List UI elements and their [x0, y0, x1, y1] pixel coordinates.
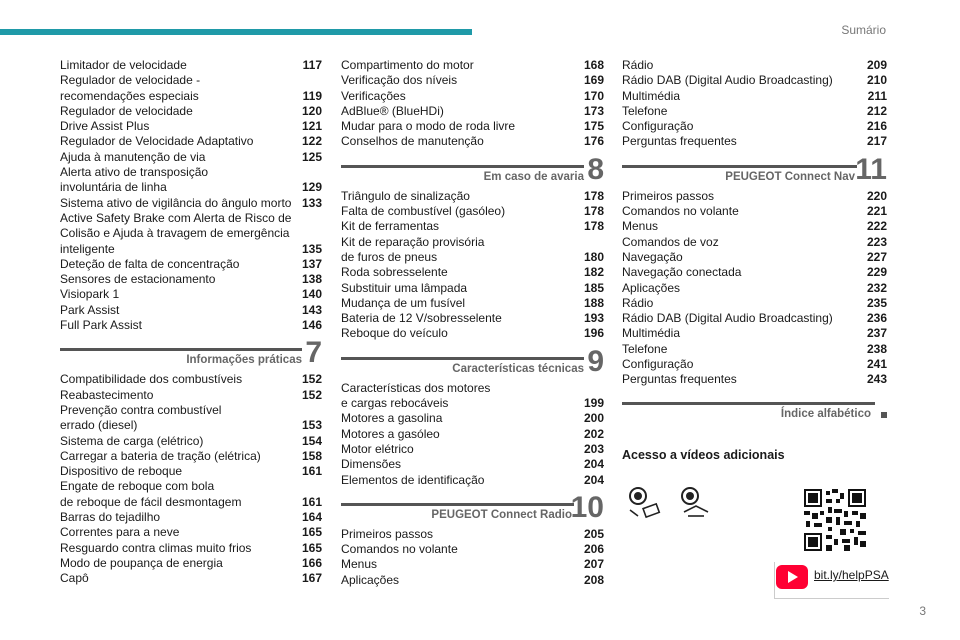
toc-entry-page: 182: [583, 265, 604, 280]
toc-list: [622, 189, 887, 388]
toc-entry[interactable]: [622, 326, 887, 341]
toc-entry[interactable]: [622, 296, 887, 311]
toc-column-2: [341, 58, 604, 588]
section-header-8: [341, 152, 604, 189]
toc-entry-page: 221: [866, 204, 887, 219]
page-number: 3: [919, 604, 926, 618]
toc-entry-page: 158: [301, 448, 322, 463]
section-title[interactable]: PEUGEOT Connect Nav: [725, 170, 855, 183]
toc-entry-title: Prevenção contra combustível: [60, 402, 222, 417]
toc-entry-title: Carregar a bateria de tração (elétrica): [60, 448, 261, 463]
section-header-9: [341, 344, 604, 381]
toc-entry[interactable]: [60, 434, 322, 449]
toc-entry[interactable]: [60, 418, 322, 433]
toc-entry-page: 204: [583, 472, 604, 487]
toc-entry-page: 209: [866, 58, 887, 72]
toc-entry[interactable]: [60, 119, 322, 134]
qr-code-icon[interactable]: [804, 489, 866, 551]
toc-entry[interactable]: [60, 464, 322, 479]
toc-entry-title: de furos de pneus: [341, 249, 438, 264]
toc-entry[interactable]: [60, 226, 322, 241]
toc-entry[interactable]: [622, 73, 887, 88]
toc-entry-page: 238: [866, 341, 887, 356]
toc-entry[interactable]: [341, 442, 604, 457]
toc-entry-title: Active Safety Brake com Alerta de Risco de: [60, 210, 292, 225]
toc-entry[interactable]: [341, 134, 604, 149]
toc-entry[interactable]: [341, 104, 604, 119]
toc-entry-title: Kit de ferramentas: [341, 219, 440, 234]
toc-entry-page: 152: [301, 372, 322, 387]
toc-entry[interactable]: [341, 557, 604, 572]
toc-entry-title: Mudança de um fusível: [341, 295, 466, 310]
toc-entry-page: 210: [866, 73, 887, 88]
toc-entry-title: AdBlue® (BlueHDi): [341, 103, 444, 118]
toc-entry[interactable]: [341, 265, 604, 280]
toc-entry-title: involuntária de linha: [60, 180, 167, 195]
toc-entry-title: Full Park Assist: [60, 318, 143, 333]
toc-entry-title: Multimédia: [622, 88, 681, 103]
section-rule: [341, 357, 584, 360]
toc-entry-page: 227: [866, 249, 887, 264]
toc-entry[interactable]: [60, 134, 322, 149]
toc-entry[interactable]: [341, 219, 604, 234]
toc-entry-title: Rádio: [622, 295, 654, 310]
toc-entry[interactable]: [60, 196, 322, 211]
section-title[interactable]: PEUGEOT Connect Radio: [431, 508, 572, 521]
toc-entry-page: 237: [866, 326, 887, 341]
toc-list: [60, 58, 322, 333]
toc-entry-title: Sistema de carga (elétrico): [60, 433, 204, 448]
toc-entry[interactable]: [341, 527, 604, 542]
toc-entry-page: 180: [583, 249, 604, 264]
toc-entry-page: 135: [301, 241, 322, 256]
toc-entry[interactable]: [60, 211, 322, 226]
toc-entry-page: 235: [866, 295, 887, 310]
toc-entry[interactable]: [622, 119, 887, 134]
toc-entry-title: Alerta ativo de transposição: [60, 165, 209, 180]
toc-entry-title: Dimensões: [341, 457, 402, 472]
toc-entry-title: Triângulo de sinalização: [341, 188, 470, 203]
toc-entry-page: 161: [301, 464, 322, 479]
toc-entry-page: 206: [583, 542, 604, 557]
toc-entry-title: Motores a gasóleo: [341, 426, 440, 441]
toc-entry-title: Navegação: [622, 249, 683, 264]
toc-entry[interactable]: [60, 510, 322, 525]
videos-heading: Acesso a vídeos adicionais: [622, 448, 785, 462]
toc-entry-page: 232: [866, 280, 887, 295]
toc-entry-page: 154: [301, 433, 322, 448]
section-header-11: [622, 152, 887, 189]
toc-entry-page: 178: [583, 188, 604, 203]
toc-entry-title: Regulador de velocidade -: [60, 73, 201, 88]
toc-entry[interactable]: [622, 372, 887, 387]
toc-entry-title: Verificações: [341, 88, 406, 103]
toc-entry[interactable]: [60, 242, 322, 257]
toc-entry[interactable]: [622, 265, 887, 280]
toc-entry-title: Limitador de velocidade: [60, 58, 187, 72]
toc-entry-title: Telefone: [622, 341, 668, 356]
toc-entry-title: Kit de reparação provisória: [341, 234, 485, 249]
toc-entry-title: recomendações especiais: [60, 88, 199, 103]
toc-entry-page: 166: [301, 555, 322, 570]
toc-entry[interactable]: [60, 525, 322, 540]
toc-entry[interactable]: [341, 296, 604, 311]
toc-entry-title: Multimédia: [622, 326, 681, 341]
header-accent-bar: [0, 29, 472, 35]
toc-entry-page: 125: [301, 149, 322, 164]
toc-entry[interactable]: [60, 73, 322, 88]
toc-entry-title: Sistema ativo de vigilância do ângulo morto: [60, 195, 292, 210]
toc-entry[interactable]: [60, 403, 322, 418]
section-title[interactable]: Em caso de avaria: [483, 170, 584, 183]
toc-entry-page: 120: [301, 103, 322, 118]
toc-entry-page: 223: [866, 234, 887, 249]
toc-entry[interactable]: [60, 388, 322, 403]
toc-entry-title: Reboque do veículo: [341, 326, 448, 341]
toc-entry-page: 178: [583, 219, 604, 234]
toc-entry-page: 212: [866, 103, 887, 118]
toc-entry-page: 122: [301, 134, 322, 149]
toc-entry-title: Resguardo contra climas muito frios: [60, 540, 252, 555]
toc-entry[interactable]: [60, 372, 322, 387]
section-number: 9: [587, 344, 604, 378]
toc-entry[interactable]: [341, 58, 604, 73]
toc-entry-page: 165: [301, 525, 322, 540]
tire-repair-video-icon[interactable]: [626, 486, 662, 520]
toc-entry-title: Regulador de velocidade: [60, 103, 193, 118]
toc-entry-title: Capô: [60, 571, 89, 586]
toc-entry-page: 117: [302, 58, 322, 72]
toc-entry-title: Comandos no volante: [622, 204, 739, 219]
toc-entry[interactable]: [341, 311, 604, 326]
toc-entry[interactable]: [341, 189, 604, 204]
toc-list: [341, 58, 604, 150]
toc-entry[interactable]: [341, 250, 604, 265]
toc-entry-title: Barras do tejadilho: [60, 510, 161, 525]
section-title[interactable]: Informações práticas: [186, 354, 302, 367]
toc-entry-title: Perguntas frequentes: [622, 372, 737, 387]
toc-entry[interactable]: [622, 250, 887, 265]
toc-entry[interactable]: [60, 479, 322, 494]
section-rule: [341, 165, 584, 168]
toc-entry-page: 133: [301, 195, 322, 210]
toc-entry-title: Configuração: [622, 119, 694, 134]
toc-entry-page: 146: [301, 318, 322, 333]
toc-entry-page: 196: [583, 326, 604, 341]
toc-entry[interactable]: [622, 58, 887, 73]
toc-entry[interactable]: [60, 303, 322, 318]
toc-entry-page: 243: [866, 372, 887, 387]
section-number: 7: [305, 336, 322, 370]
toc-entry-page: 138: [301, 272, 322, 287]
toc-entry-title: Perguntas frequentes: [622, 134, 737, 149]
toc-entry-title: Visiopark 1: [60, 287, 120, 302]
toc-entry-page: 119: [302, 88, 322, 103]
toc-entry-page: 161: [301, 494, 322, 509]
toc-entry[interactable]: [341, 542, 604, 557]
toc-entry-title: Menus: [341, 557, 378, 572]
toc-entry-title: de reboque de fácil desmontagem: [60, 494, 242, 509]
section-rule: [622, 165, 857, 168]
toc-entry-title: Modo de poupança de energia: [60, 555, 223, 570]
toc-entry-title: Substituir uma lâmpada: [341, 280, 468, 295]
toc-entry[interactable]: [341, 473, 604, 488]
toc-entry-page: 188: [583, 295, 604, 310]
toc-entry-title: Roda sobresselente: [341, 265, 448, 280]
toc-list: [341, 189, 604, 342]
toc-entry-title: Características dos motores: [341, 380, 491, 395]
toc-entry-title: Dispositivo de reboque: [60, 464, 183, 479]
toc-entry[interactable]: [622, 204, 887, 219]
toc-entry[interactable]: [60, 571, 322, 586]
toc-entry-page: 143: [301, 302, 322, 317]
toc-entry[interactable]: [341, 381, 604, 396]
toc-entry-title: inteligente: [60, 241, 115, 256]
toc-entry-title: Verificação dos níveis: [341, 73, 458, 88]
toc-entry-page: 153: [301, 418, 322, 433]
toc-entry[interactable]: [341, 119, 604, 134]
toc-entry-title: Colisão e Ajuda à travagem de emergência: [60, 226, 290, 241]
toc-entry-title: Engate de reboque com bola: [60, 479, 215, 494]
toc-entry-page: 207: [583, 557, 604, 572]
toc-list: [60, 372, 322, 586]
toc-entry-title: Reabastecimento: [60, 387, 154, 402]
toc-entry[interactable]: [341, 573, 604, 588]
toc-entry-page: 173: [583, 103, 604, 118]
section-header-7: [60, 336, 322, 372]
toc-entry[interactable]: [341, 326, 604, 341]
toc-entry-page: 165: [301, 540, 322, 555]
toc-entry-page: 129: [301, 180, 322, 195]
toc-entry-title: errado (diesel): [60, 418, 138, 433]
toc-entry-title: Deteção de falta de concentração: [60, 256, 240, 271]
toc-entry-title: Regulador de Velocidade Adaptativo: [60, 134, 254, 149]
page-title: Sumário: [841, 23, 886, 37]
toc-entry-title: Aplicações: [341, 572, 400, 587]
toc-entry-title: Rádio: [622, 58, 654, 72]
toc-entry[interactable]: [341, 73, 604, 88]
section-rule: [341, 503, 574, 506]
toc-entry-title: e cargas rebocáveis: [341, 396, 449, 411]
toc-entry-page: 236: [866, 311, 887, 326]
toc-entry-title: Telefone: [622, 103, 668, 118]
toc-entry-page: 217: [866, 134, 887, 149]
toc-entry-page: 220: [866, 188, 887, 203]
toc-entry[interactable]: [341, 427, 604, 442]
toc-list: [341, 381, 604, 488]
toc-entry-page: 175: [583, 119, 604, 134]
toc-entry-page: 202: [583, 426, 604, 441]
toc-entry-page: 137: [301, 256, 322, 271]
wheel-change-video-icon[interactable]: [678, 486, 714, 520]
toc-entry-title: Drive Assist Plus: [60, 119, 150, 134]
toc-entry[interactable]: [622, 342, 887, 357]
toc-entry-title: Rádio DAB (Digital Audio Broadcasting): [622, 311, 833, 326]
toc-entry-page: 167: [301, 571, 322, 586]
toc-entry[interactable]: [60, 180, 322, 195]
toc-entry-page: 229: [866, 265, 887, 280]
youtube-icon[interactable]: [776, 565, 808, 589]
toc-entry-page: 205: [583, 526, 604, 541]
toc-entry-page: 176: [583, 134, 604, 149]
toc-entry-title: Conselhos de manutenção: [341, 134, 484, 149]
toc-entry-title: Primeiros passos: [622, 188, 715, 203]
toc-entry[interactable]: [622, 104, 887, 119]
toc-list: [341, 527, 604, 588]
toc-entry[interactable]: [60, 318, 322, 333]
toc-entry-page: 140: [301, 287, 322, 302]
toc-entry[interactable]: [60, 58, 322, 73]
help-link[interactable]: bit.ly/helpPSA: [814, 568, 889, 582]
toc-entry-title: Comandos de voz: [622, 234, 719, 249]
toc-entry-title: Falta de combustível (gasóleo): [341, 204, 506, 219]
toc-entry[interactable]: [622, 235, 887, 250]
toc-entry-page: 204: [583, 457, 604, 472]
toc-entry-page: 185: [583, 280, 604, 295]
toc-entry-title: Configuração: [622, 357, 694, 372]
section-header-index: [622, 398, 887, 426]
toc-entry-page: 241: [866, 357, 887, 372]
toc-entry-page: 193: [583, 311, 604, 326]
toc-entry-page: 203: [583, 441, 604, 456]
section-title[interactable]: Índice alfabético: [780, 407, 871, 420]
toc-entry[interactable]: [60, 150, 322, 165]
toc-entry-page: 211: [867, 88, 887, 103]
toc-entry-page: 222: [866, 219, 887, 234]
section-header-10: [341, 490, 604, 527]
toc-entry-title: Navegação conectada: [622, 265, 742, 280]
toc-entry[interactable]: [622, 311, 887, 326]
toc-entry-title: Compartimento do motor: [341, 58, 474, 72]
toc-entry-title: Sensores de estacionamento: [60, 272, 216, 287]
toc-entry-title: Motor elétrico: [341, 441, 414, 456]
section-title[interactable]: Características técnicas: [452, 362, 584, 375]
toc-entry[interactable]: [341, 204, 604, 219]
toc-entry-title: Ajuda à manutenção de via: [60, 149, 206, 164]
toc-entry-page: 168: [583, 58, 604, 72]
toc-entry-page: 178: [583, 204, 604, 219]
section-rule: [60, 348, 302, 351]
toc-entry-page: 169: [583, 73, 604, 88]
toc-entry-title: Mudar para o modo de roda livre: [341, 119, 516, 134]
toc-entry[interactable]: [341, 89, 604, 104]
toc-entry[interactable]: [622, 134, 887, 149]
section-rule: [622, 402, 875, 405]
toc-column-1: [60, 58, 322, 587]
toc-entry-title: Correntes para a neve: [60, 525, 180, 540]
toc-entry[interactable]: [60, 257, 322, 272]
toc-entry[interactable]: [60, 449, 322, 464]
section-number: 10: [570, 490, 604, 524]
toc-entry[interactable]: [622, 89, 887, 104]
toc-entry-title: Rádio DAB (Digital Audio Broadcasting): [622, 73, 833, 88]
square-bullet-icon: [881, 412, 887, 418]
toc-entry-page: 170: [583, 88, 604, 103]
toc-entry[interactable]: [341, 235, 604, 250]
toc-entry[interactable]: [341, 396, 604, 411]
toc-entry[interactable]: [60, 556, 322, 571]
toc-entry[interactable]: [60, 272, 322, 287]
toc-entry-title: Bateria de 12 V/sobresselente: [341, 311, 502, 326]
toc-entry-title: Compatibilidade dos combustíveis: [60, 372, 243, 387]
toc-entry[interactable]: [341, 457, 604, 472]
toc-entry[interactable]: [341, 411, 604, 426]
toc-entry[interactable]: [622, 357, 887, 372]
toc-entry-page: 208: [583, 572, 604, 587]
toc-entry-page: 199: [583, 396, 604, 411]
toc-entry[interactable]: [60, 495, 322, 510]
toc-entry-page: 121: [301, 119, 322, 134]
section-number: 8: [587, 152, 604, 186]
toc-entry[interactable]: [60, 165, 322, 180]
toc-entry-page: 216: [866, 119, 887, 134]
toc-entry-title: Primeiros passos: [341, 526, 434, 541]
toc-column-3: [622, 58, 887, 426]
toc-entry-title: Menus: [622, 219, 659, 234]
toc-entry[interactable]: [60, 104, 322, 119]
toc-entry-page: 164: [301, 510, 322, 525]
toc-entry[interactable]: [622, 189, 887, 204]
toc-entry-page: 152: [301, 387, 322, 402]
toc-entry[interactable]: [622, 219, 887, 234]
toc-entry-title: Motores a gasolina: [341, 411, 443, 426]
toc-entry[interactable]: [60, 541, 322, 556]
toc-list: [622, 58, 887, 150]
toc-entry-title: Elementos de identificação: [341, 472, 485, 487]
toc-entry-title: Aplicações: [622, 280, 681, 295]
toc-entry-title: Comandos no volante: [341, 542, 458, 557]
toc-entry-title: Park Assist: [60, 302, 120, 317]
toc-entry-page: 200: [583, 411, 604, 426]
section-number: 11: [855, 152, 887, 186]
toc-entry[interactable]: [60, 89, 322, 104]
toc-entry[interactable]: [341, 281, 604, 296]
toc-entry[interactable]: [60, 287, 322, 302]
toc-entry[interactable]: [622, 281, 887, 296]
